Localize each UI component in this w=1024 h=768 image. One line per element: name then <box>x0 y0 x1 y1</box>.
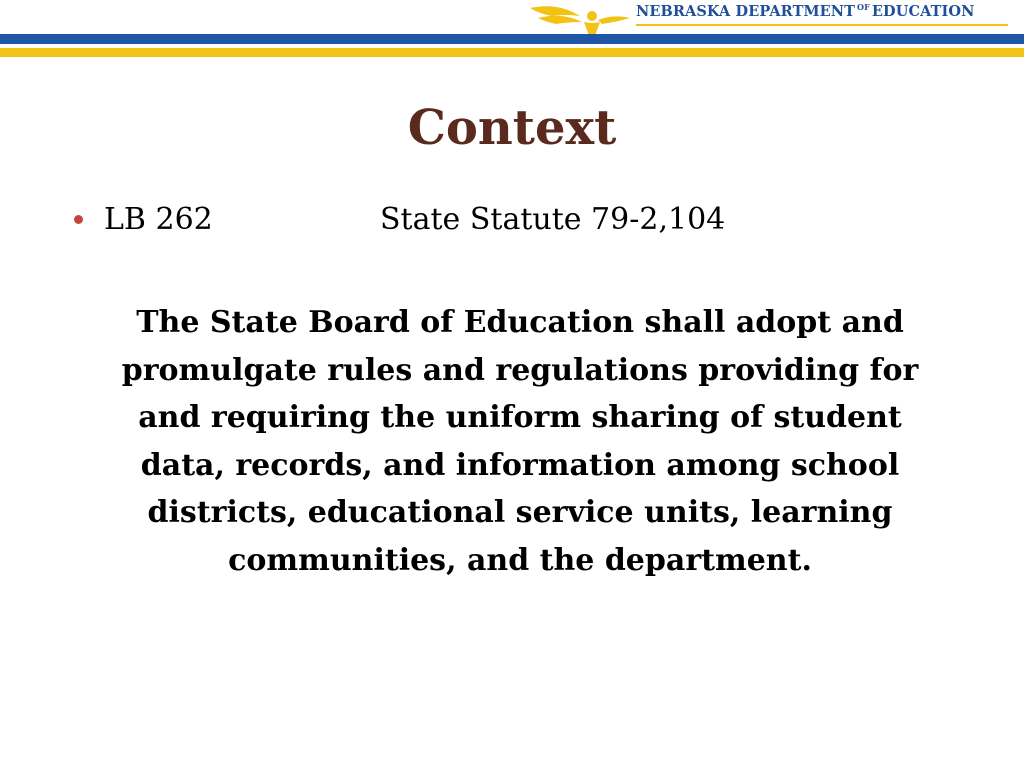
bill-number: LB 262 <box>104 202 213 237</box>
statute-reference: State Statute 79-2,104 <box>380 202 726 237</box>
logo-text-before: NEBRASKA DEPARTMENT <box>636 3 856 20</box>
bullet-item <box>70 198 970 242</box>
slide-title: Context <box>407 100 617 156</box>
logo-text-after: EDUCATION <box>871 3 975 20</box>
nde-logo <box>528 0 1018 34</box>
logo-underline <box>636 24 1008 26</box>
nde-logo-text <box>636 2 1018 26</box>
bullet-dot-icon <box>74 215 83 224</box>
logo-text-of: OF <box>857 2 870 12</box>
statute-text: The State Board of Education shall adopt and promulgate rules and regulations providing for and requiring the uniform sharing of student data, records, and information among school districts, educational service units, learning communities, and the department. <box>121 305 919 578</box>
header-stripe-blue <box>0 34 1024 44</box>
header-stripe-gold <box>0 48 1024 57</box>
